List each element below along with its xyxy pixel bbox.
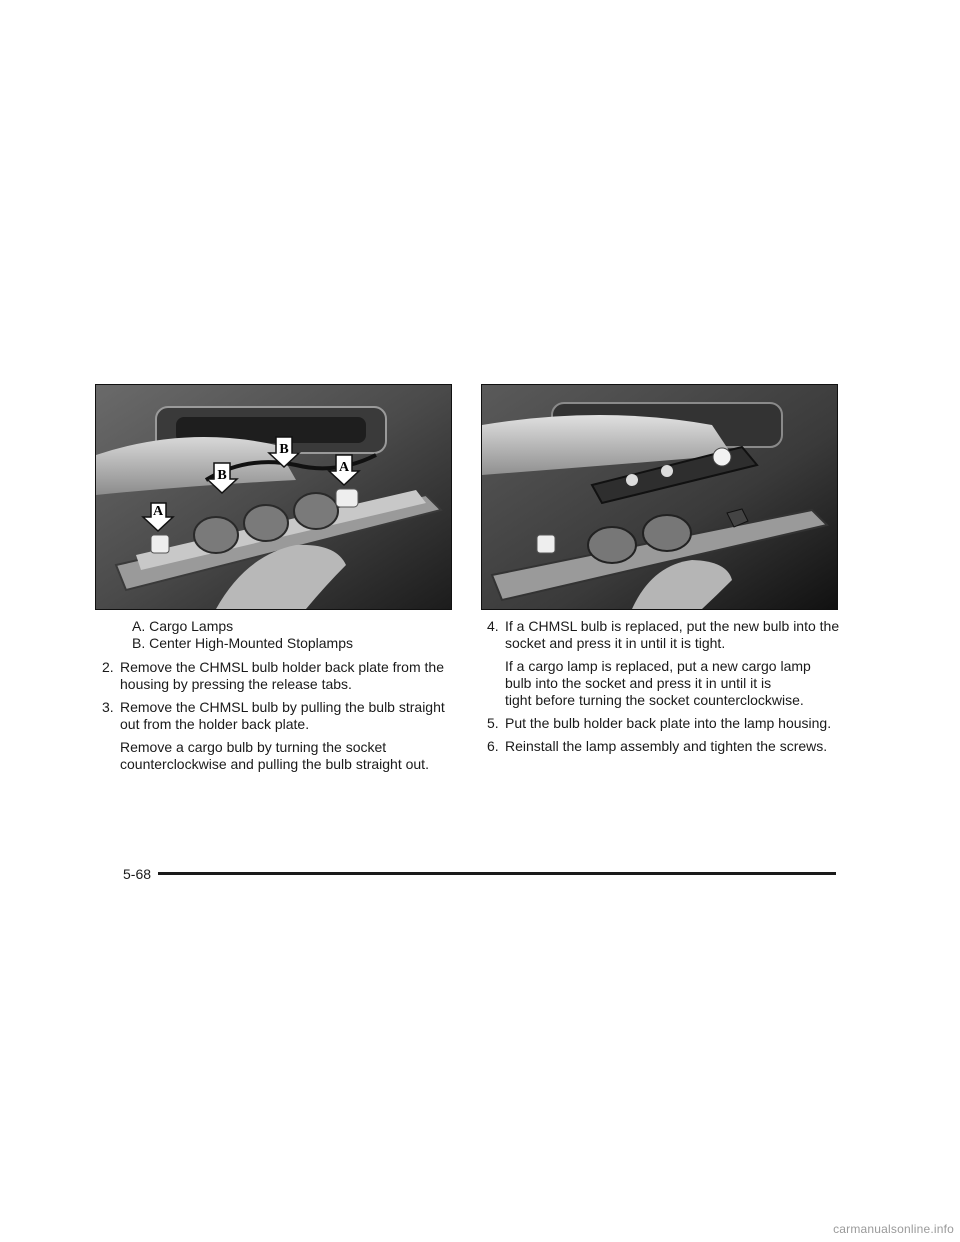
note-line: tight before turning the socket counterclockwise.	[505, 692, 804, 708]
note-line: Remove a cargo bulb by turning the socket	[120, 739, 387, 755]
bulb-replacement-illustration	[482, 385, 837, 609]
callout-letter: A	[152, 504, 164, 519]
lamp-assembly-illustration	[96, 385, 451, 609]
step-text: Remove the CHMSL bulb holder back plate from the housing by pressing the release tabs.	[120, 659, 444, 692]
step-number: 3.	[102, 699, 114, 715]
step-number: 2.	[102, 659, 114, 675]
page-number: 5-68	[123, 866, 152, 882]
right-text-column	[487, 618, 847, 761]
left-text-column	[102, 618, 462, 779]
step-number: 6.	[487, 738, 499, 754]
step-6	[487, 738, 847, 755]
note-line: bulb into the socket and press it in until it is	[505, 675, 772, 691]
step-text: Remove the CHMSL bulb by pulling the bulb straight out from the holder back plate.	[120, 699, 445, 732]
callout-letter: B	[217, 468, 227, 483]
callout-letter: A	[338, 460, 350, 475]
step-2	[102, 659, 462, 693]
cargo-lamp-install-note	[487, 658, 847, 709]
figure-legend	[102, 618, 462, 652]
legend-item-chmsl: B. Center High-Mounted Stoplamps	[132, 635, 353, 651]
step-3	[102, 699, 462, 733]
watermark-text: carmanualsonline.info	[833, 1222, 954, 1236]
legend-item-cargo-lamps: A. Cargo Lamps	[132, 618, 234, 634]
step-text: Reinstall the lamp assembly and tighten the screws.	[505, 738, 828, 754]
note-line: If a cargo lamp is replaced, put a new cargo lamp	[505, 658, 811, 674]
step-text: Put the bulb holder back plate into the lamp housing.	[505, 715, 832, 731]
step-number: 5.	[487, 715, 499, 731]
callout-letter: B	[279, 442, 289, 457]
bulb-replacement-photo	[481, 384, 838, 610]
step-text: If a CHMSL bulb is replaced, put the new bulb into the socket and press it in until it is tight.	[505, 618, 840, 651]
step-4	[487, 618, 847, 652]
step-number: 4.	[487, 618, 499, 634]
step-5	[487, 715, 847, 732]
cargo-bulb-removal-note	[102, 739, 462, 773]
note-line: counterclockwise and pulling the bulb straight out.	[120, 756, 429, 772]
lamp-assembly-photo-callouts	[95, 384, 452, 610]
footer-rule	[158, 872, 836, 875]
